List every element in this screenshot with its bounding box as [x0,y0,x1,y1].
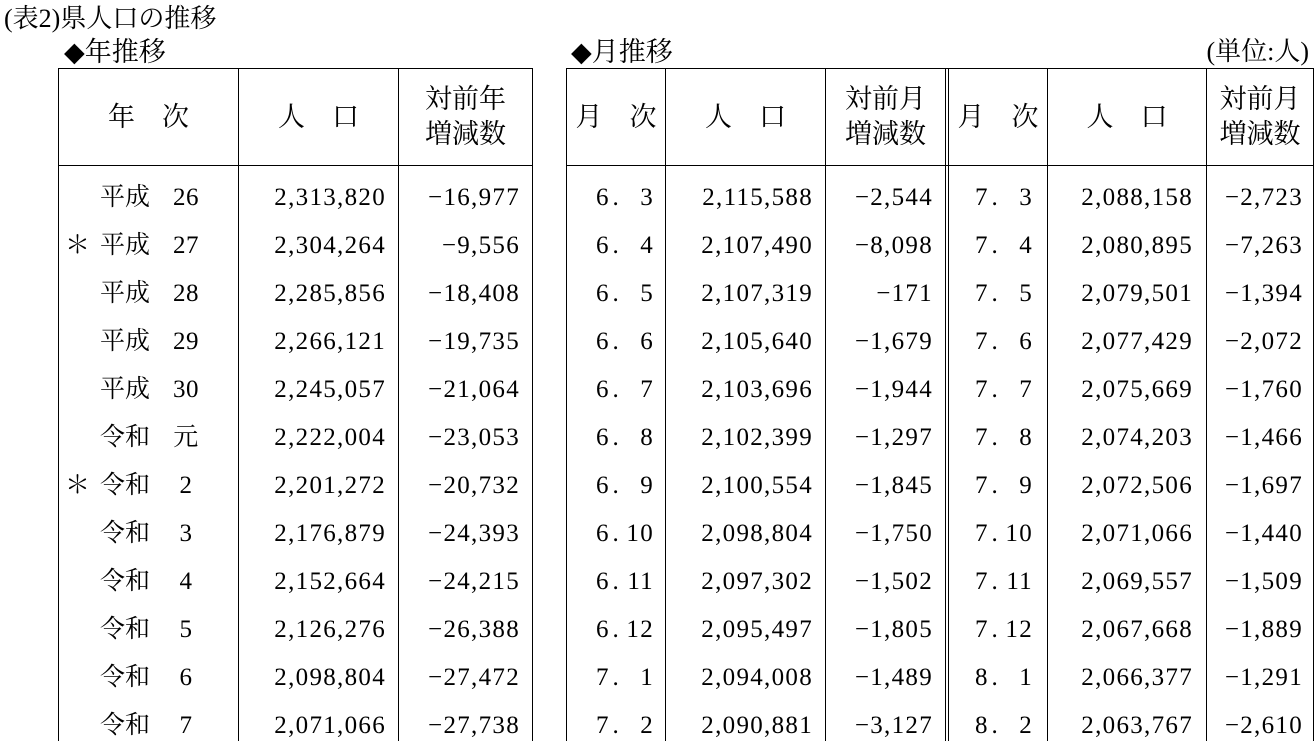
month-year: 6. [596,616,623,643]
change-cell: −9,556 [441,232,520,259]
month-year: 8. [975,712,1002,739]
header-population-label: 人 口 [705,101,786,132]
change-cell: −1,394 [1224,280,1303,307]
population-cell: 2,095,497 [701,616,813,643]
month-number: 12 [626,616,654,643]
month-year: 7. [975,376,1002,403]
change-cell: −1,845 [854,472,933,499]
year-number: 30 [173,376,199,403]
table-row [567,606,1313,654]
population-cell: 2,313,820 [274,184,386,211]
population-cell: 2,094,008 [701,664,813,691]
population-cell: 2,069,557 [1081,568,1193,595]
table-row [567,414,1313,462]
period-cell [59,270,238,318]
change-cell: −20,732 [428,472,520,499]
era-name: 令和 [100,472,151,499]
change-cell: −2,610 [1224,712,1303,739]
month-number: 6 [1019,328,1033,355]
month-number: 7 [1019,376,1033,403]
year-number: 7 [179,712,193,739]
table-row [59,270,532,318]
change-cell: −23,053 [428,424,520,451]
table-row [567,462,1313,510]
era-name: 平成 [100,184,151,211]
month-cell [567,510,665,558]
month-cell [949,318,1047,366]
period-cell [59,510,238,558]
month-number: 4 [640,232,654,259]
month-year: 6. [596,424,623,451]
era-name: 令和 [100,568,151,595]
population-cell: 2,090,881 [701,712,813,739]
month-year: 6. [596,472,623,499]
change-cell: −8,098 [854,232,933,259]
table-row [567,366,1313,414]
change-cell: −21,064 [428,376,520,403]
population-cell: 2,098,804 [274,664,386,691]
month-year: 7. [975,328,1002,355]
population-cell: 2,102,399 [701,424,813,451]
change-cell: −1,509 [1224,568,1303,595]
month-year: 6. [596,568,623,595]
revision-mark: ＊ [65,232,91,259]
population-cell: 2,152,664 [274,568,386,595]
population-cell: 2,100,554 [701,472,813,499]
header-population [239,69,398,165]
unit-label: (単位:人) [1206,37,1309,66]
population-cell: 2,285,856 [274,280,386,307]
period-cell [59,174,238,222]
period-cell [59,606,238,654]
month-cell [949,510,1047,558]
month-year: 6. [596,184,623,211]
header-change [399,69,532,165]
population-cell: 2,098,804 [701,520,813,547]
change-cell: −1,297 [854,424,933,451]
era-name: 平成 [100,328,151,355]
annual-table-body [59,174,532,741]
month-number: 10 [626,520,654,547]
population-cell: 2,126,276 [274,616,386,643]
population-cell: 2,066,377 [1081,664,1193,691]
annual-population-table [58,68,533,741]
year-number: 6 [179,664,193,691]
era-name: 令和 [100,712,151,739]
month-cell [567,366,665,414]
population-cell: 2,266,121 [274,328,386,355]
change-cell: −19,735 [428,328,520,355]
month-number: 9 [1019,472,1033,499]
era-name: 令和 [100,616,151,643]
table-row [59,222,532,270]
table-row [59,510,532,558]
month-cell [567,606,665,654]
table-row [59,558,532,606]
change-cell: −1,466 [1224,424,1303,451]
change-cell: −2,072 [1224,328,1303,355]
month-cell [567,702,665,741]
month-number: 6 [640,328,654,355]
month-cell [949,702,1047,741]
month-number: 10 [1005,520,1033,547]
month-number: 2 [1019,712,1033,739]
population-cell: 2,063,767 [1081,712,1193,739]
month-cell [949,654,1047,702]
month-year: 7. [975,424,1002,451]
month-number: 9 [640,472,654,499]
change-cell: −18,408 [428,280,520,307]
month-cell [567,318,665,366]
population-cell: 2,071,066 [274,712,386,739]
population-cell: 2,072,506 [1081,472,1193,499]
month-year: 7. [975,184,1002,211]
header-period [567,69,665,165]
header-population-label: 人 口 [1086,101,1168,132]
month-cell [567,462,665,510]
year-number: 元 [173,424,199,451]
change-cell: −1,440 [1224,520,1303,547]
change-cell: −2,723 [1224,184,1303,211]
month-cell [949,606,1047,654]
month-year: 6. [596,232,623,259]
month-year: 7. [975,616,1002,643]
month-number: 7 [640,376,654,403]
month-cell [567,654,665,702]
year-number: 27 [173,232,199,259]
month-year: 7. [975,232,1002,259]
population-cell: 2,201,272 [274,472,386,499]
change-cell: −3,127 [854,712,933,739]
header-period-label: 月 次 [957,101,1039,132]
monthly-population-table [566,68,1314,741]
month-cell [949,414,1047,462]
change-cell: −1,760 [1224,376,1303,403]
population-cell: 2,176,879 [274,520,386,547]
year-number: 4 [179,568,193,595]
month-number: 5 [640,280,654,307]
month-number: 2 [640,712,654,739]
change-cell: −1,944 [854,376,933,403]
table-row [59,702,532,741]
month-cell [567,558,665,606]
period-cell [59,558,238,606]
period-cell [59,702,238,741]
era-name: 令和 [100,424,151,451]
change-cell: −2,544 [854,184,933,211]
year-number: 26 [173,184,199,211]
population-cell: 2,074,203 [1081,424,1193,451]
table-row [567,270,1313,318]
month-number: 5 [1019,280,1033,307]
population-cell: 2,075,669 [1081,376,1193,403]
month-year: 7. [596,712,623,739]
table-row [567,558,1313,606]
table-row [59,414,532,462]
month-cell [567,174,665,222]
header-change-line1: 対前月 [1219,84,1301,114]
month-number: 8 [1019,424,1033,451]
era-name: 平成 [100,232,151,259]
table-row [567,654,1313,702]
change-cell: −1,502 [854,568,933,595]
month-number: 11 [1006,568,1033,595]
population-cell: 2,115,588 [702,184,813,211]
population-cell: 2,071,066 [1081,520,1193,547]
month-number: 11 [627,568,654,595]
table-row [59,462,532,510]
period-cell [59,414,238,462]
header-period-label: 年 次 [108,101,189,132]
month-year: 8. [975,664,1002,691]
table-row [59,606,532,654]
era-name: 平成 [100,280,151,307]
population-cell: 2,103,696 [701,376,813,403]
population-cell: 2,080,895 [1081,232,1193,259]
monthly-section-heading: ◆月推移 [571,37,673,67]
header-change-line2: 増減数 [425,119,506,149]
population-cell: 2,067,668 [1081,616,1193,643]
month-number: 4 [1019,232,1033,259]
population-cell: 2,105,640 [701,328,813,355]
header-change-line2: 増減数 [1219,119,1301,149]
table-row [59,366,532,414]
population-cell: 2,088,158 [1081,184,1193,211]
month-year: 7. [975,280,1002,307]
header-population-label: 人 口 [278,101,359,132]
month-number: 1 [640,664,654,691]
period-cell [59,222,238,270]
change-cell: −27,738 [428,712,520,739]
change-cell: −171 [876,280,933,307]
population-cell: 2,097,302 [701,568,813,595]
year-number: 5 [179,616,193,643]
change-cell: −24,393 [428,520,520,547]
period-cell [59,366,238,414]
table-title: (表2)県人口の推移 [4,4,217,33]
month-cell [567,414,665,462]
year-number: 29 [173,328,199,355]
change-cell: −1,697 [1224,472,1303,499]
month-number: 3 [1019,184,1033,211]
header-population [666,69,825,165]
header-change-line1: 対前年 [425,84,506,114]
change-cell: −26,388 [428,616,520,643]
population-cell: 2,107,319 [701,280,813,307]
change-cell: −1,489 [854,664,933,691]
population-cell: 2,077,429 [1081,328,1193,355]
month-year: 6. [596,520,623,547]
year-number: 2 [179,472,193,499]
header-change [826,69,945,165]
era-name: 令和 [100,664,151,691]
annual-table-header [59,69,532,166]
header-population [1048,69,1206,165]
change-cell: −1,291 [1224,664,1303,691]
monthly-table-body [567,174,1313,741]
change-cell: −27,472 [428,664,520,691]
annual-section-heading: ◆年推移 [64,37,166,67]
month-year: 6. [596,376,623,403]
month-cell [949,366,1047,414]
month-cell [949,558,1047,606]
month-year: 7. [975,472,1002,499]
month-year: 7. [975,520,1002,547]
month-cell [949,174,1047,222]
header-change-line2: 増減数 [845,119,926,149]
month-number: 8 [640,424,654,451]
change-cell: −16,977 [428,184,520,211]
population-cell: 2,222,004 [274,424,386,451]
table-row [59,174,532,222]
era-name: 令和 [100,520,151,547]
table-row [567,222,1313,270]
population-cell: 2,245,057 [274,376,386,403]
month-cell [567,270,665,318]
month-year: 6. [596,280,623,307]
population-cell: 2,304,264 [274,232,386,259]
month-cell [567,222,665,270]
month-cell [949,462,1047,510]
header-change-line1: 対前月 [845,84,926,114]
month-cell [949,222,1047,270]
header-change [1207,69,1313,165]
header-period-label: 月 次 [575,101,657,132]
header-period [59,69,238,165]
era-name: 平成 [100,376,151,403]
change-cell: −1,750 [854,520,933,547]
change-cell: −1,805 [854,616,933,643]
month-cell [949,270,1047,318]
table-row [59,654,532,702]
month-number: 3 [640,184,654,211]
change-cell: −1,889 [1224,616,1303,643]
year-number: 3 [179,520,193,547]
table-row [59,318,532,366]
month-year: 6. [596,328,623,355]
monthly-table-header [567,69,1313,166]
period-cell [59,318,238,366]
month-number: 1 [1019,664,1033,691]
month-number: 12 [1005,616,1033,643]
month-year: 7. [596,664,623,691]
revision-mark: ＊ [65,472,91,499]
month-year: 7. [975,568,1002,595]
header-period [949,69,1047,165]
table-row [567,318,1313,366]
change-cell: −7,263 [1224,232,1303,259]
year-number: 28 [173,280,199,307]
population-cell: 2,079,501 [1081,280,1193,307]
change-cell: −1,679 [854,328,933,355]
population-cell: 2,107,490 [701,232,813,259]
table-row [567,510,1313,558]
period-cell [59,654,238,702]
change-cell: −24,215 [428,568,520,595]
table-row [567,702,1313,741]
period-cell [59,462,238,510]
table-row [567,174,1313,222]
